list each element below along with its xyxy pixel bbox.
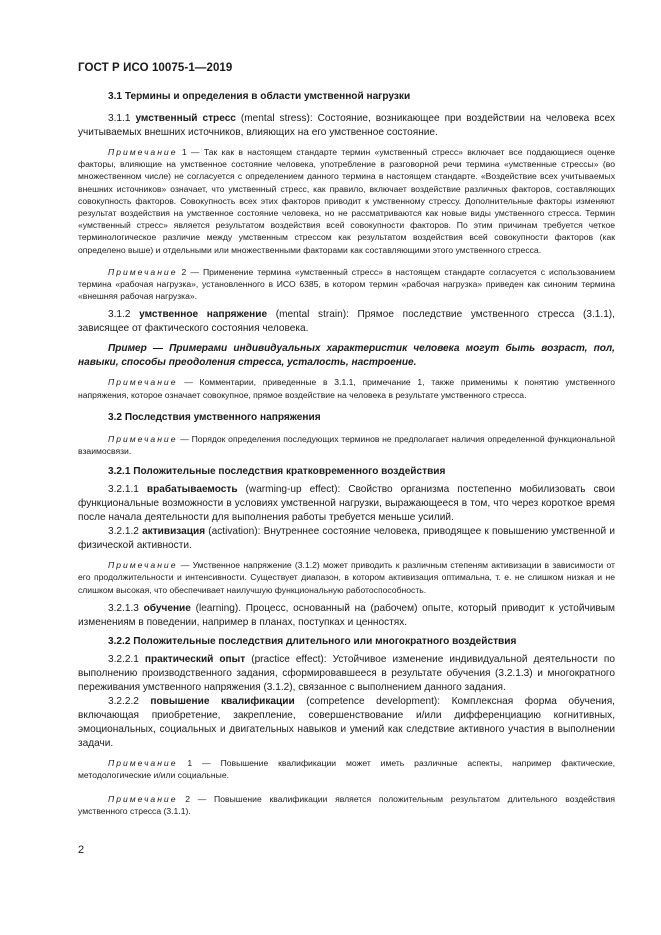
- document-header: ГОСТ Р ИСО 10075-1—2019: [78, 62, 233, 74]
- term-definition: (mental strain): Прямое последствие умственного стресса (3.1.1), зависящее от фактического состояния человека.: [78, 309, 615, 335]
- note-3-2-2-2-2: [78, 793, 615, 817]
- term-definition: (learning). Процесс, основанный на (рабочем) опыте, который приводит к устойчивым изменениям в поведении, например в планах, поступках и ценностях.: [78, 602, 615, 628]
- term-entry-mental-strain: [78, 308, 615, 336]
- term-entry-mental-stress: [78, 112, 615, 140]
- term-definition: (mental stress): Состояние, возникающее при воздействии на человека всех учитываемых внешних источников, влияющих на его умственное состояние.: [78, 113, 616, 138]
- note-3-2-1-2: [78, 559, 615, 596]
- note-text: 1 — Повышение квалификации может иметь различные аспекты, например фактические, методологические и/или социальные.: [78, 757, 615, 781]
- note-label: Примечание: [108, 560, 178, 571]
- term-name: практический опыт: [144, 653, 246, 665]
- term-number: 3.2.1.1: [108, 484, 147, 496]
- page-number: 2: [78, 844, 85, 856]
- term-entry-learning: [78, 602, 615, 630]
- section-heading-3-2-2: 3.2.2 Положительные последствия длительного или многократного воздействия: [108, 635, 517, 647]
- note-text: — Комментарии, приведенные в 3.1.1, примечание 1, также применимы к понятию умственного напряжения, которое означает совокупное, прямое воздействие на человека в результате умственного стресса.: [78, 377, 615, 400]
- page-content: [78, 90, 615, 818]
- note-text: 2 — Применение термина «умственный стресс» в настоящем стандарте согласуется с использованием термина «рабочая нагрузка», установленного в ИСО 6385, в котором термин «рабочая нагрузка» приведен как синоним термина «внешняя рабочая нагрузка».: [78, 266, 615, 302]
- term-definition: (practice effect): Устойчивое изменение индивидуальной деятельности по выполнению производственного задания, сформировавшееся в результате обучения (3.2.1.3) и многократного переживания умственного напряжения (3.1.2), связанное с выполнением данного задания.: [78, 653, 615, 693]
- term-definition: (warming-up effect): Свойство организма постепенно мобилизовать свои функциональные возможности в условиях умственной нагрузки, выражающееся в том, что через короткое время после начала деятельности для выполнения работы требуется меньше усилий.: [78, 484, 615, 524]
- note-3-1-2: [78, 376, 615, 400]
- term-entry-practice-effect: [78, 653, 615, 695]
- term-entry-warming-up: [78, 483, 615, 525]
- note-label: Примечание: [108, 757, 178, 768]
- term-entry-competence-development: [78, 695, 615, 751]
- example-3-1-2: Пример — Примерами индивидуальных характеристик человека могут быть возраст, пол, навыки, способы преодоления стресса, усталость, настроение.: [78, 343, 615, 369]
- note-3-2: [78, 433, 615, 457]
- term-entry-activation: [78, 525, 615, 553]
- note-label: Примечание: [108, 266, 178, 277]
- note-label: Примечание: [108, 794, 178, 805]
- note-3-1-1-2: [78, 266, 615, 303]
- term-name: врабатываемость: [146, 484, 238, 496]
- note-3-2-2-2-1: [78, 757, 615, 781]
- term-name: повышение квалификации: [150, 695, 295, 707]
- note-text: 2 — Повышение квалификации является положительным результатом длительного воздействия умственного стресса (3.1.1).: [78, 794, 615, 817]
- term-number: 3.1.1: [108, 113, 136, 124]
- term-number: 3.2.1.2: [108, 526, 143, 538]
- note-text: 1 — Так как в настоящем стандарте термин «умственный стресс» включает все поддающиеся оценке факторы, влияющие на умственное состояние человека, употребление в разговорной речи термина «умственные стрессы» (во множественном числе) не согласуется с определением данного термина в настоящем стандарте. «Воздействие всех учитываемых внешних источников» означает, что умственный стресс, как правило, включает воздействие различных факторов, составляющих совокупность факторов. Совокупность всех этих факторов приводит к умственному стрессу. Дополнительные факторы изменяют результат воздействия на умственное состояние человека, но не рассматриваются как новые виды умственного стресса. Термин «умственный стресс» является результатом воздействия всей совокупности факторов. По этим причинам требуется четкое терминологическое различие между умственным стрессом как результатом воздействия всей совокупности факторов (как определено выше) и отдельными или множественными факторами как составляющими этого умственного стресса.: [78, 147, 615, 255]
- term-number: 3.2.2.2: [108, 695, 151, 707]
- note-text: — Порядок определения последующих терминов не предполагает наличия определенной функциональной взаимосвязи.: [78, 433, 615, 457]
- note-text: — Умственное напряжение (3.1.2) может приводить к различным степеням активизации в зависимости от его продолжительности и интенсивности. Существует диапазон, в котором активизация оптимальна, т. е. не слишком низкая и не слишком высокая, что обеспечивает наилучшую функциональную работоспособность.: [78, 560, 615, 595]
- section-heading-3-2-1: 3.2.1 Положительные последствия кратковременного воздействия: [108, 466, 446, 478]
- note-label: Примечание: [108, 377, 178, 388]
- note-label: Примечание: [108, 433, 178, 444]
- term-name: обучение: [143, 602, 191, 614]
- term-name: активизация: [142, 526, 206, 538]
- section-heading-3-2: 3.2 Последствия умственного напряжения: [108, 411, 321, 423]
- term-name: умственное напряжение: [139, 309, 268, 321]
- term-name: умственный стресс: [135, 113, 236, 124]
- section-heading-3-1: 3.1 Термины и определения в области умственной нагрузки: [108, 91, 411, 102]
- term-number: 3.2.2.1: [108, 653, 145, 665]
- term-number: 3.1.2: [108, 309, 140, 321]
- note-label: Примечание: [108, 147, 178, 157]
- term-number: 3.2.1.3: [108, 602, 144, 614]
- term-definition: (activation): Внутреннее состояние человека, приводящее к повышению умственной и физической активности.: [78, 526, 615, 552]
- note-3-1-1-1: [78, 146, 615, 256]
- term-definition: (competence development): Комплексная форма обучения, включающая приобретение, закрепление, совершенствование и/или дифференциацию когнитивных, эмоциональных, социальных и двигательных навыков и умений как следствие активного участия в выполнении задачи.: [78, 695, 615, 749]
